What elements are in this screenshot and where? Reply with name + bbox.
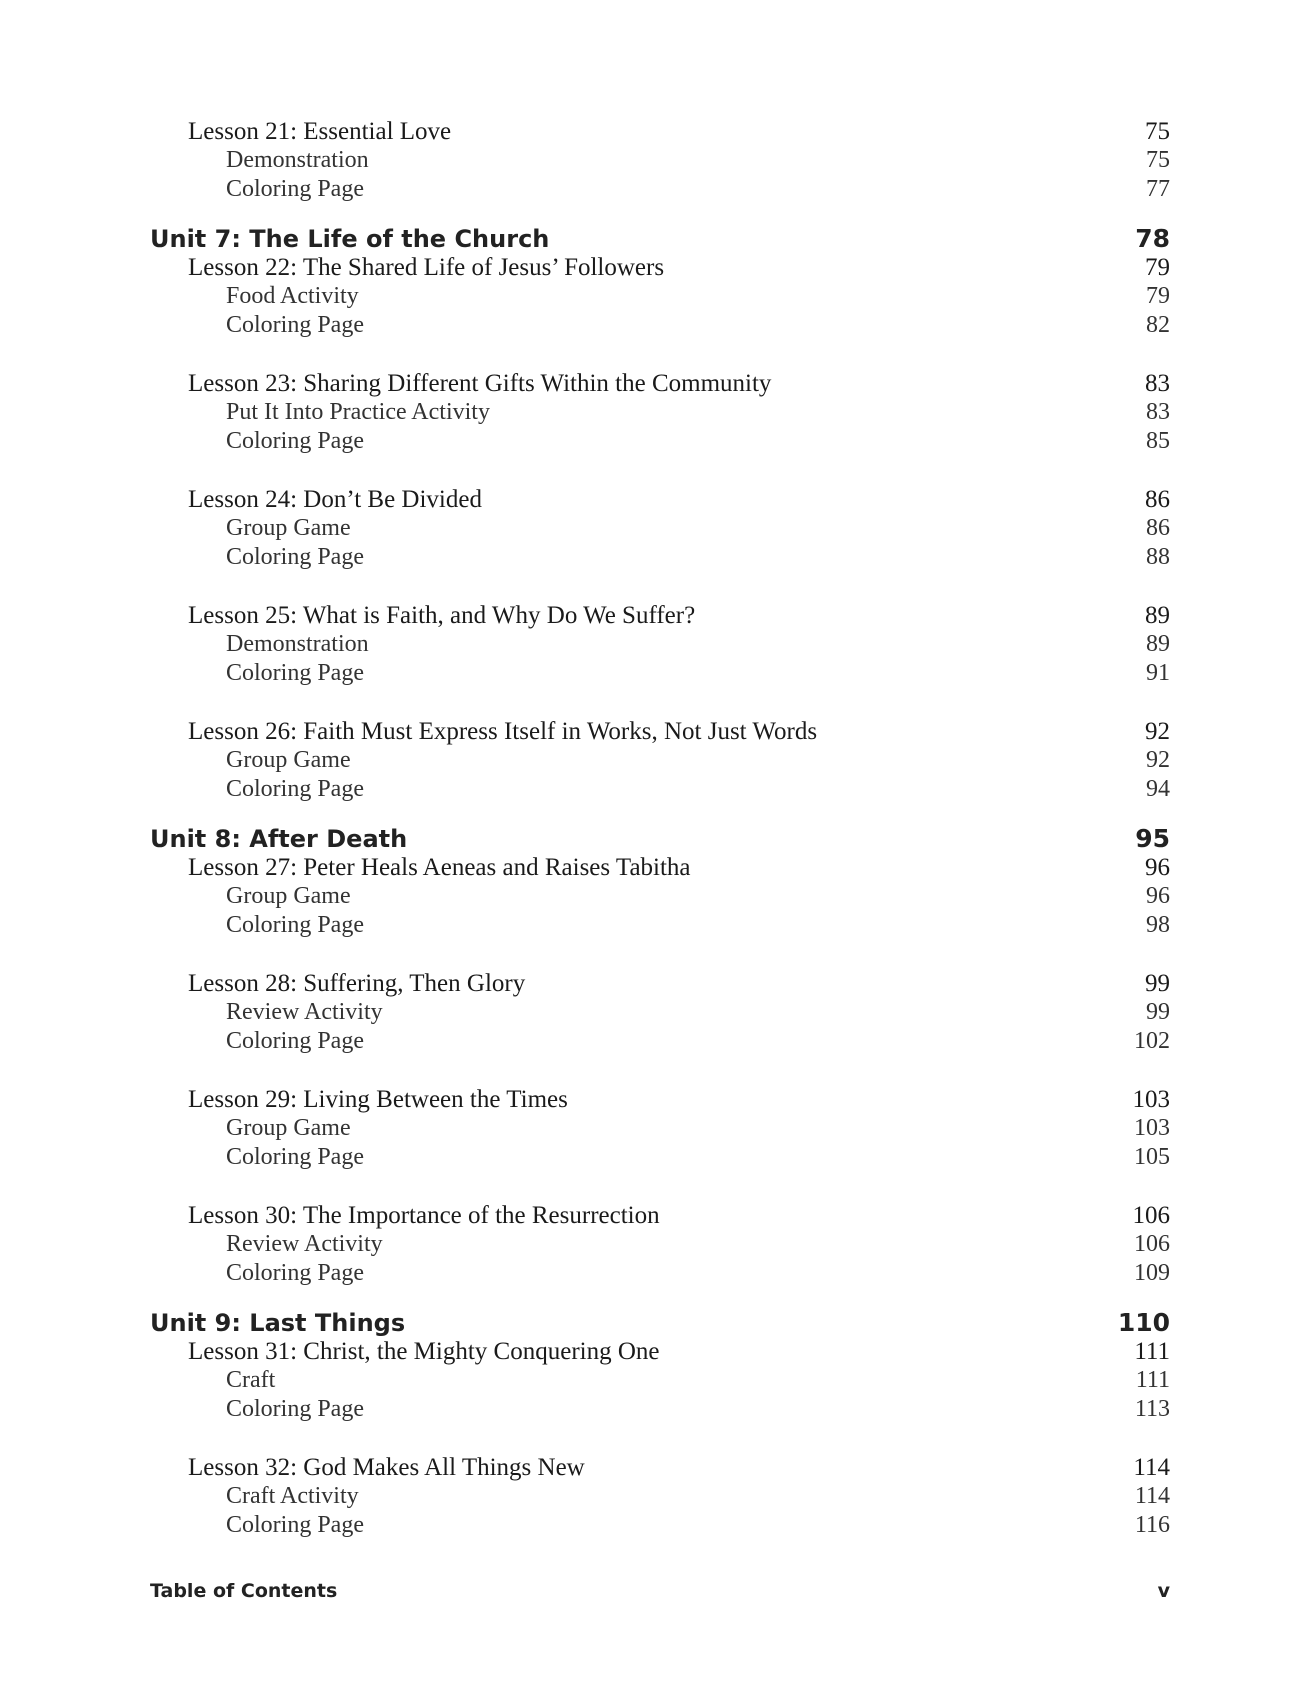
spacer <box>150 204 1170 224</box>
toc-item-entry[interactable] <box>150 398 1170 427</box>
toc-item-entry[interactable] <box>150 911 1170 940</box>
toc-lesson-title: Lesson 31: Christ, the Mighty Conquering One <box>188 1338 660 1365</box>
toc-page-number: 92 <box>1146 747 1170 773</box>
toc-item-title: Coloring Page <box>226 176 364 202</box>
toc-lesson-title: Lesson 26: Faith Must Express Itself in Works, Not Just Words <box>188 718 818 745</box>
toc-item-entry[interactable] <box>150 282 1170 311</box>
toc-lesson-title: Lesson 27: Peter Heals Aeneas and Raises Tabitha <box>188 854 691 881</box>
toc-page-number: 98 <box>1146 912 1170 938</box>
toc-item-entry[interactable] <box>150 1259 1170 1288</box>
toc-page-number: 102 <box>1134 1028 1170 1054</box>
toc-lesson-entry[interactable] <box>150 369 1170 398</box>
toc-item-entry[interactable] <box>150 1230 1170 1259</box>
toc-item-entry[interactable] <box>150 146 1170 175</box>
toc-item-entry[interactable] <box>150 1395 1170 1424</box>
footer-page-number: v <box>1157 1580 1170 1602</box>
spacer <box>150 456 1170 485</box>
spacer <box>150 940 1170 969</box>
toc-item-title: Coloring Page <box>226 312 364 338</box>
toc-page-number: 99 <box>1145 970 1170 997</box>
toc-lesson-title: Lesson 30: The Importance of the Resurrection <box>188 1202 660 1229</box>
toc-lesson-title: Lesson 22: The Shared Life of Jesus’ Followers <box>188 254 665 281</box>
spacer <box>150 688 1170 717</box>
toc-page-number: 110 <box>1117 1308 1170 1337</box>
toc-page-number: 99 <box>1146 999 1170 1025</box>
toc-page-number: 106 <box>1132 1202 1170 1229</box>
toc-item-title: Coloring Page <box>226 428 364 454</box>
toc-unit-title: Unit 8: After Death <box>150 825 408 853</box>
toc-unit-entry[interactable] <box>150 824 1170 853</box>
toc-item-entry[interactable] <box>150 1143 1170 1172</box>
toc-item-title: Coloring Page <box>226 1260 364 1286</box>
toc-page-number: 96 <box>1146 883 1170 909</box>
toc-lesson-entry[interactable] <box>150 253 1170 282</box>
toc-lesson-title: Lesson 28: Suffering, Then Glory <box>188 970 526 997</box>
toc-page-number: 114 <box>1134 1483 1170 1509</box>
toc-page-number: 75 <box>1145 118 1170 145</box>
toc-item-title: Coloring Page <box>226 1144 364 1170</box>
toc-item-title: Review Activity <box>226 999 383 1025</box>
toc-item-title: Food Activity <box>226 283 359 309</box>
toc-page-number: 111 <box>1134 1338 1170 1365</box>
toc-item-entry[interactable] <box>150 746 1170 775</box>
toc-item-entry[interactable] <box>150 427 1170 456</box>
toc-item-entry[interactable] <box>150 311 1170 340</box>
toc-item-title: Put It Into Practice Activity <box>226 399 490 425</box>
toc-page-number: 105 <box>1134 1144 1170 1170</box>
toc-page-number: 91 <box>1146 660 1170 686</box>
toc-item-title: Demonstration <box>226 147 369 173</box>
toc-item-title: Review Activity <box>226 1231 383 1257</box>
spacer <box>150 1056 1170 1085</box>
toc-item-entry[interactable] <box>150 514 1170 543</box>
spacer <box>150 804 1170 824</box>
toc-page-number: 82 <box>1146 312 1170 338</box>
toc-item-entry[interactable] <box>150 1114 1170 1143</box>
toc-lesson-entry[interactable] <box>150 1453 1170 1482</box>
toc-unit-entry[interactable] <box>150 1308 1170 1337</box>
toc-item-title: Coloring Page <box>226 1028 364 1054</box>
toc-unit-title: Unit 9: Last Things <box>150 1309 406 1337</box>
toc-item-entry[interactable] <box>150 1027 1170 1056</box>
toc-item-entry[interactable] <box>150 1511 1170 1540</box>
toc-lesson-entry[interactable] <box>150 117 1170 146</box>
toc-page-number: 89 <box>1146 631 1170 657</box>
toc-item-title: Coloring Page <box>226 660 364 686</box>
toc-page-number: 83 <box>1146 399 1170 425</box>
toc-item-entry[interactable] <box>150 998 1170 1027</box>
toc-page-number: 79 <box>1146 283 1170 309</box>
toc-item-title: Demonstration <box>226 631 369 657</box>
toc-page-number: 116 <box>1134 1512 1170 1538</box>
toc-page-number: 103 <box>1134 1115 1170 1141</box>
toc-item-title: Group Game <box>226 883 351 909</box>
toc-item-title: Coloring Page <box>226 1512 364 1538</box>
toc-page-number: 86 <box>1145 486 1170 513</box>
toc-item-entry[interactable] <box>150 175 1170 204</box>
toc-page-number: 75 <box>1146 147 1170 173</box>
toc-item-title: Craft <box>226 1367 276 1393</box>
toc-item-entry[interactable] <box>150 659 1170 688</box>
toc-item-entry[interactable] <box>150 775 1170 804</box>
toc-lesson-entry[interactable] <box>150 853 1170 882</box>
toc-lesson-entry[interactable] <box>150 485 1170 514</box>
toc-unit-title: Unit 7: The Life of the Church <box>150 225 550 253</box>
toc-item-title: Group Game <box>226 515 351 541</box>
toc-page-number: 85 <box>1146 428 1170 454</box>
table-of-contents <box>150 117 1170 1540</box>
toc-lesson-title: Lesson 29: Living Between the Times <box>188 1086 568 1113</box>
toc-item-title: Coloring Page <box>226 544 364 570</box>
toc-lesson-entry[interactable] <box>150 1337 1170 1366</box>
toc-item-entry[interactable] <box>150 882 1170 911</box>
toc-item-entry[interactable] <box>150 630 1170 659</box>
toc-item-title: Craft Activity <box>226 1483 359 1509</box>
toc-page-number: 106 <box>1134 1231 1170 1257</box>
spacer <box>150 572 1170 601</box>
toc-page-number: 114 <box>1133 1454 1170 1481</box>
toc-page-number: 77 <box>1146 176 1170 202</box>
toc-page-number: 111 <box>1135 1367 1170 1393</box>
toc-lesson-title: Lesson 21: Essential Love <box>188 118 452 145</box>
toc-page-number: 89 <box>1145 602 1170 629</box>
toc-item-title: Coloring Page <box>226 776 364 802</box>
toc-page-number: 103 <box>1132 1086 1170 1113</box>
spacer <box>150 340 1170 369</box>
spacer <box>150 1288 1170 1308</box>
toc-page-number: 78 <box>1135 224 1170 253</box>
toc-lesson-title: Lesson 24: Don’t Be Divided <box>188 486 482 513</box>
toc-page-number: 109 <box>1134 1260 1170 1286</box>
toc-item-title: Coloring Page <box>226 1396 364 1422</box>
toc-page-number: 88 <box>1146 544 1170 570</box>
toc-page-number: 95 <box>1135 824 1170 853</box>
toc-lesson-title: Lesson 32: God Makes All Things New <box>188 1454 585 1481</box>
page-footer <box>150 1580 1170 1602</box>
toc-item-entry[interactable] <box>150 1366 1170 1395</box>
toc-item-title: Group Game <box>226 1115 351 1141</box>
toc-lesson-entry[interactable] <box>150 969 1170 998</box>
toc-item-entry[interactable] <box>150 1482 1170 1511</box>
footer-title: Table of Contents <box>150 1580 338 1602</box>
toc-page-number: 96 <box>1145 854 1170 881</box>
toc-page-number: 79 <box>1145 254 1170 281</box>
toc-lesson-entry[interactable] <box>150 717 1170 746</box>
spacer <box>150 1424 1170 1453</box>
toc-item-entry[interactable] <box>150 543 1170 572</box>
toc-page-number: 113 <box>1134 1396 1170 1422</box>
toc-lesson-entry[interactable] <box>150 1201 1170 1230</box>
spacer <box>150 1172 1170 1201</box>
toc-lesson-title: Lesson 25: What is Faith, and Why Do We Suffer? <box>188 602 696 629</box>
toc-lesson-title: Lesson 23: Sharing Different Gifts Within the Community <box>188 370 772 397</box>
toc-page-number: 92 <box>1145 718 1170 745</box>
toc-lesson-entry[interactable] <box>150 1085 1170 1114</box>
toc-unit-entry[interactable] <box>150 224 1170 253</box>
toc-page-number: 94 <box>1146 776 1170 802</box>
toc-item-title: Group Game <box>226 747 351 773</box>
toc-item-title: Coloring Page <box>226 912 364 938</box>
toc-page-number: 86 <box>1146 515 1170 541</box>
toc-lesson-entry[interactable] <box>150 601 1170 630</box>
toc-page-number: 83 <box>1145 370 1170 397</box>
